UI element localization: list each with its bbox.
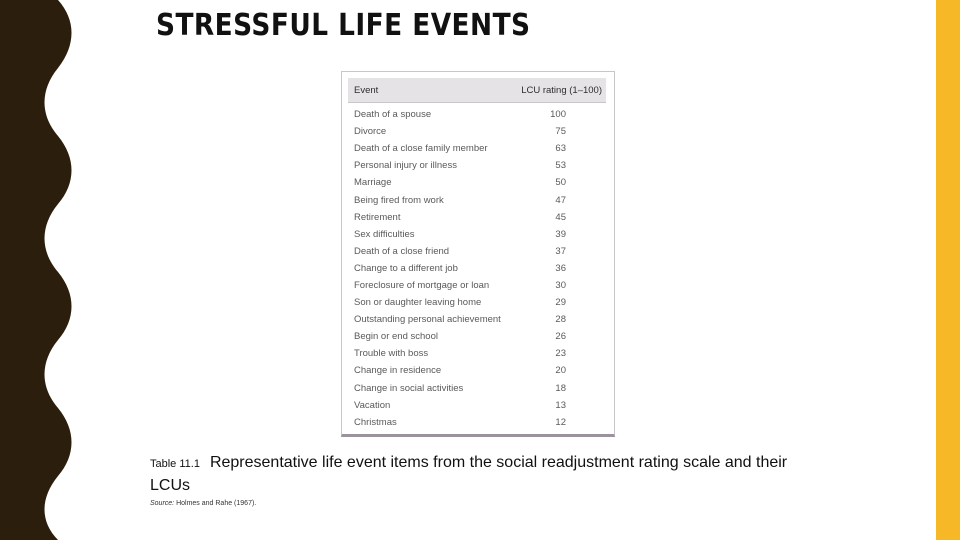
lcu-table-figure bbox=[341, 71, 615, 437]
rating-cell: 75 bbox=[555, 126, 566, 138]
rating-cell: 53 bbox=[555, 160, 566, 172]
event-cell: Death of a close friend bbox=[354, 245, 450, 257]
event-cell: Vacation bbox=[354, 399, 391, 411]
table-row bbox=[348, 414, 606, 431]
event-cell: Change in social activities bbox=[354, 382, 464, 394]
rating-cell: 23 bbox=[555, 348, 566, 360]
table-row bbox=[348, 345, 606, 362]
table-row bbox=[348, 380, 606, 397]
rating-cell: 29 bbox=[555, 297, 566, 309]
table-row bbox=[348, 209, 606, 226]
rating-cell: 28 bbox=[555, 314, 566, 326]
accent-stripe bbox=[936, 0, 960, 540]
event-cell: Christmas bbox=[354, 416, 397, 428]
rating-cell: 45 bbox=[555, 211, 566, 223]
table-row bbox=[348, 260, 606, 277]
event-cell: Retirement bbox=[354, 211, 401, 223]
table-row bbox=[348, 362, 606, 379]
caption-text: Representative life event items from the social readjustment rating scale and their LCUs bbox=[150, 454, 788, 494]
table-row bbox=[348, 277, 606, 294]
event-cell: Outstanding personal achievement bbox=[354, 314, 501, 326]
table-row bbox=[348, 123, 606, 140]
event-cell: Begin or end school bbox=[354, 331, 438, 343]
event-cell: Trouble with boss bbox=[354, 348, 429, 360]
source-note bbox=[150, 500, 256, 507]
event-cell: Son or daughter leaving home bbox=[354, 297, 482, 309]
table-row bbox=[348, 157, 606, 174]
table-caption bbox=[150, 452, 810, 496]
source-text: Holmes and Rahe (1967). bbox=[176, 500, 257, 507]
rating-cell: 36 bbox=[555, 262, 566, 274]
event-cell: Divorce bbox=[354, 126, 387, 138]
event-cell: Personal injury or illness bbox=[354, 160, 457, 172]
table-row bbox=[348, 328, 606, 345]
table-row bbox=[348, 191, 606, 208]
slide-title: STRESSFUL LIFE EVENTS bbox=[156, 8, 531, 43]
caption-label: Table 11.1 bbox=[150, 458, 200, 470]
table-row bbox=[348, 294, 606, 311]
rating-cell: 20 bbox=[555, 365, 566, 377]
rating-cell: 37 bbox=[555, 245, 566, 257]
rating-cell: 63 bbox=[555, 143, 566, 155]
table-row bbox=[348, 311, 606, 328]
event-cell: Death of a close family member bbox=[354, 143, 488, 155]
rating-cell: 13 bbox=[555, 399, 566, 411]
table-row bbox=[348, 140, 606, 157]
event-cell: Change to a different job bbox=[354, 262, 458, 274]
lcu-table bbox=[348, 78, 606, 431]
wavy-band-shape bbox=[0, 0, 72, 540]
table-row bbox=[348, 243, 606, 260]
rating-cell: 100 bbox=[550, 109, 566, 121]
event-cell: Marriage bbox=[354, 177, 392, 189]
header-lcu-rating: LCU rating (1–100) bbox=[512, 78, 606, 103]
event-cell: Sex difficulties bbox=[354, 228, 415, 240]
rating-cell: 12 bbox=[555, 416, 566, 428]
source-label: Source: bbox=[150, 500, 175, 507]
event-cell: Death of a spouse bbox=[354, 109, 432, 121]
table-row bbox=[348, 174, 606, 191]
event-cell: Being fired from work bbox=[354, 194, 444, 206]
table-row bbox=[348, 103, 606, 124]
rating-cell: 26 bbox=[555, 331, 566, 343]
rating-cell: 39 bbox=[555, 228, 566, 240]
table-row bbox=[348, 226, 606, 243]
decorative-wavy-band bbox=[0, 0, 80, 540]
table-header-row bbox=[348, 78, 606, 103]
rating-cell: 50 bbox=[555, 177, 566, 189]
event-cell: Change in residence bbox=[354, 365, 442, 377]
event-cell: Foreclosure of mortgage or loan bbox=[354, 279, 490, 291]
rating-cell: 18 bbox=[555, 382, 566, 394]
table-row bbox=[348, 397, 606, 414]
rating-cell: 30 bbox=[555, 279, 566, 291]
rating-cell: 47 bbox=[555, 194, 566, 206]
header-event: Event bbox=[348, 78, 512, 103]
